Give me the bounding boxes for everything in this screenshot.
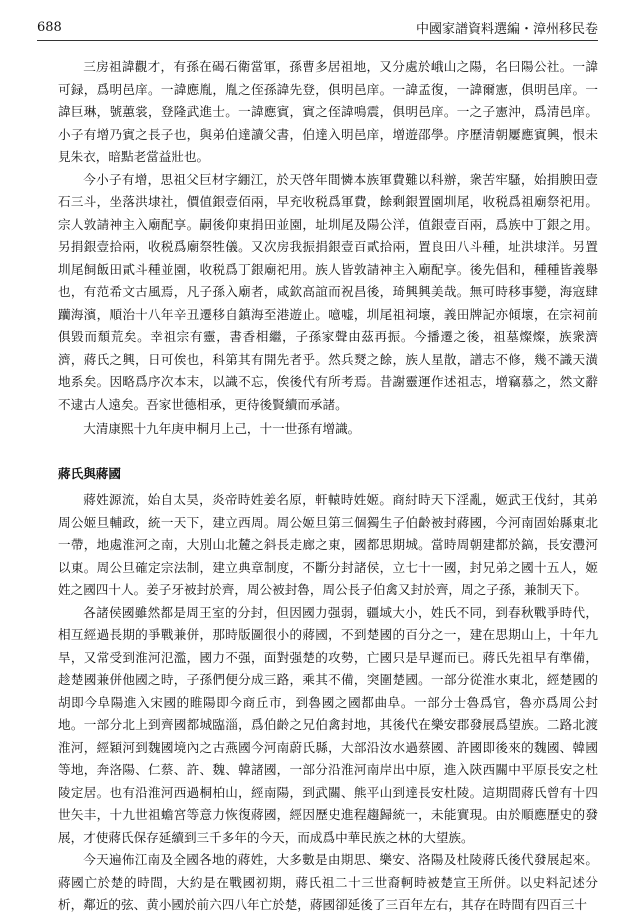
page-header [37,14,598,41]
book-title: 中國家譜資料選編・漳州移民卷 [415,21,598,37]
paragraph: 今小子有增，思祖父巨材字綳江，於天啓年間憐本族軍費難以科辦，衆苦牢騷，始捐腴田壹石三斗，坐落洪埭社，價值銀壹佰兩，早充收税爲軍費，餘剩銀置園圳尾，收税爲祖廟祭祀用。宗人敦請神主入廟配享。嗣後仰東捐田並園，址圳尾及陽公洋，值銀壹百兩，爲族中丁銀之用。另捐銀壹拾兩，收税爲廟祭牲儀。又次房我振捐銀壹百貳拾兩，置良田八斗種，址洪埭洋。另置圳尾飼飯田貳斗種並園，收税爲丁銀廟祀用。族人皆敦請神主入廟配享。後先倡和，種種皆義舉也，有范希文古風焉，凡子孫入廟者，咸欽高誼而祝昌後，琦興興美哉。無可時移事變，海寇肆躪海濱，順治十八年辛丑遷移自鎮海至港遊止。噫嘘，圳尾祖祠壞，義田牌記亦傾壞，在宗祠前俱毀而頹荒矣。幸祖宗有靈，書香相繼，子孫家聲由茲再振。今播遷之後，祖墓燦燦，族衆濟濟，蔣氏之興，日可俟也，科第其有開先者乎。然兵燹之餘，族人星散，譜志不修，幾不識天潢地系矣。因略爲序次本末，以識不忘，俟後代有所考焉。昔謝靈運作述祖志，增竊慕之，然文辭不逮古人遠矣。吾家世德相承，更待後賢續而承諸。 [58,171,598,412]
section-heading: 蔣氏與蔣國 [58,465,121,481]
paragraph: 三房祖諱觀才，有孫在碣石衛當軍，孫曹多居祖地，又分處於峨山之陽，名曰陽公社。一諱可録，爲明邑庠。一諱應胤，胤之侄孫諱先登，俱明邑庠。一諱孟復，一諱爾憲，俱明邑庠。一諱巨琳，號蕙裳，登隆武進士。一諱應賓，賓之侄諱鳴震，俱明邑庠。一之子憲沖，爲清邑庠。小子有增乃賓之長子也，與弟伯達讀父書，伯達入明邑庠，增遊邵學。序歷清朝屢應賓興，恨未見朱衣，暗點老當益壯也。 [58,59,598,164]
page-number: 688 [37,19,62,35]
date-line: 大清康熙十九年庚申桐月上己，十一世孫有增識。 [83,421,361,436]
paragraph: 蔣姓源流，始自太昊，炎帝時姓姜名原，軒轅時姓姬。商紂時天下淫亂，姬武王伐紂，其弟周公姬旦輔政，統一天下，建立西周。周公姬旦第三個獨生子伯齡被封蔣國，今河南固始縣東北一帶，地處淮河之南，大別山北麓之斜長走廊之東，國都思期城。當時周朝建都於鎬，長安灃河以東。周公旦確定宗法制，建立典章制度，不斷分封諸侯，立七十一國，封兄弟之國十五人，姬姓之國四十人。姜子牙被封於齊，周公被封魯，周公長子伯禽又封於齊，周之子孫，兼制天下。 [58,492,598,597]
page-body [58,56,598,917]
paragraph: 今天遍佈江南及全國各地的蔣姓，大多數是由期思、樂安、洛陽及杜陵蔣氏後代發展起來。蔣國亡於楚的時間，大約是在戰國初期，蔣氏祖二十三世裔軻時被楚宣王所併。以史料記述分析，鄰近的弦、黄小國於前六四八年亡於楚，蔣國卻延後了三百年左右，其存在時間有四百三十 [58,852,598,912]
paragraph: 各諸侯國雖然都是周王室的分封，但因國力强弱，疆域大小，姓氏不同，到春秋戰爭時代，相互經過長期的爭戰兼併，那時版圖很小的蔣國，不到楚國的百分之一，建在思期山上，十年九旱，又常受到淮河氾濫，國力不强，面對强楚的攻勢，亡國只是早遲而已。蔣氏先祖早有準備，趁楚國兼併他國之時，子孫們便分成三路，乘其不備，突圍楚國。一部分從淮水東北，經楚國的胡即今阜陽進入宋國的睢陽即今商丘市，到魯國之國都曲阜。一部分士魯爲官，魯亦爲周公封地。一部分北上到齊國都城臨淄，爲伯齡之兄伯禽封地，其後代在樂安郡發展爲望族。二路北渡淮河，經穎河到魏國境內之古燕國今河南蔚氏縣，大部沿汝水過蔡國、許國即後來的魏國、韓國等地，奔洛陽、仁蔡、許、魏、韓諸國，一部分沿淮河南岸出中原，進入陝西關中平原長安之杜陵定居。也有沿淮河西過桐柏山，經南陽，到武關、熊平山到達長安杜陵。這期間蔣氏曾有十四世矢丰，十九世祖蟾宮等意力恢復蔣國，經因歷史進程趨歸統一，未能實現。由於順應歷史的發展，才使蔣氏保存延續到三千多年的今天，而成爲中華民族之林的大望族。 [58,604,598,845]
